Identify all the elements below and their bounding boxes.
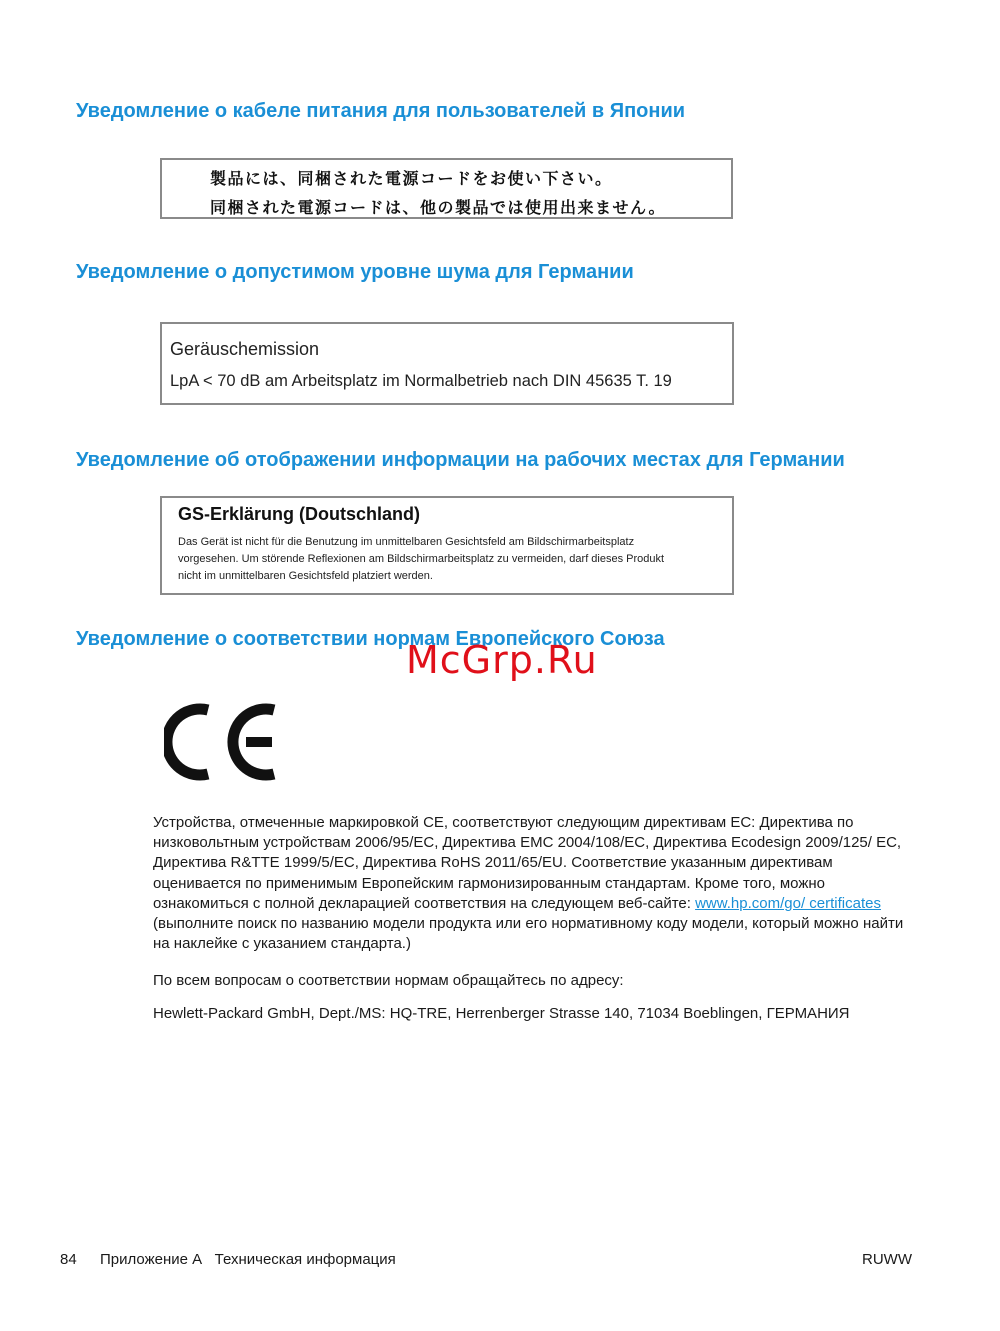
japan-notice-line-2: 同梱された電源コードは、他の製品では使用出来ません。 — [210, 198, 666, 217]
gs-notice-title: GS-Erklärung (Doutschland) — [178, 504, 421, 524]
certificates-link[interactable]: www.hp.com/go/ certificates — [695, 894, 881, 912]
heading-germany-noise: Уведомление о допустимом уровне шума для Германии — [76, 261, 634, 283]
eu-contact-intro: По всем вопросам о соответствии нормам обращайтесь по адресу: — [153, 972, 624, 989]
eu-contact-address: Hewlett-Packard GmbH, Dept./MS: HQ-TRE, Herrenberger Strasse 140, 71034 Boeblingen, ГЕРМАНИЯ — [153, 1005, 850, 1022]
footer-page-number: 84 — [60, 1251, 77, 1268]
footer-section-title: Приложение А Техническая информация — [100, 1251, 396, 1268]
ce-mark-icon — [164, 700, 280, 784]
japan-notice-line-1: 製品には、同梱された電源コードをお使い下さい。 — [210, 169, 613, 188]
noise-notice-title: Geräuschemission — [170, 339, 320, 359]
gs-notice-line-1: Das Gerät ist nicht für die Benutzung im unmittelbaren Gesichtsfeld am Bildschirmarbeitsplatz — [178, 536, 635, 548]
japan-notice-box — [160, 158, 733, 219]
noise-notice-text: LpA < 70 dB am Arbeitsplatz im Normalbetrieb nach DIN 45635 T. 19 — [170, 372, 672, 390]
gs-notice-box — [160, 496, 734, 595]
gs-notice-line-3: nicht im unmittelbaren Gesichtsfeld platziert werden. — [178, 570, 433, 582]
eu-compliance-paragraph — [153, 813, 913, 954]
footer-locale-code: RUWW — [862, 1251, 912, 1268]
watermark: McGrp.Ru — [406, 638, 598, 682]
heading-eu-compliance: Уведомление о соответствии нормам Европейского Союза — [76, 628, 665, 650]
gs-notice-line-2: vorgesehen. Um störende Reflexionen am Bildschirmarbeitsplatz zu vermeiden, darf dieses Produkt — [178, 553, 665, 565]
heading-japan-power-cord: Уведомление о кабеле питания для пользователей в Японии — [76, 100, 686, 122]
heading-germany-display: Уведомление об отображении информации на рабочих местах для Германии — [76, 449, 845, 471]
noise-notice-box — [160, 322, 734, 405]
eu-paragraph-text-end: (выполните поиск по названию модели продукта или его нормативному коду модели, который можно найти на наклейке с указанием стандарта.) — [153, 915, 904, 953]
eu-paragraph-text-start: Устройства, отмеченные маркировкой CE, соответствуют следующим директивам ЕС: Директива по низковольтным устройствам 2006/95/EC, Директива EMC 2004/108/EC, Директива Ecodesign 2009/125/ EC, Директива R&TTE 1999/5/EC, Директива RoHS 2011/65/EU. Соответствие указанным директивам оценивается по применимым Европейским гармонизированным стандартам. Кроме того, можно ознакомиться с полной декларацией соответствия на следующем веб-сайте: — [153, 814, 902, 912]
